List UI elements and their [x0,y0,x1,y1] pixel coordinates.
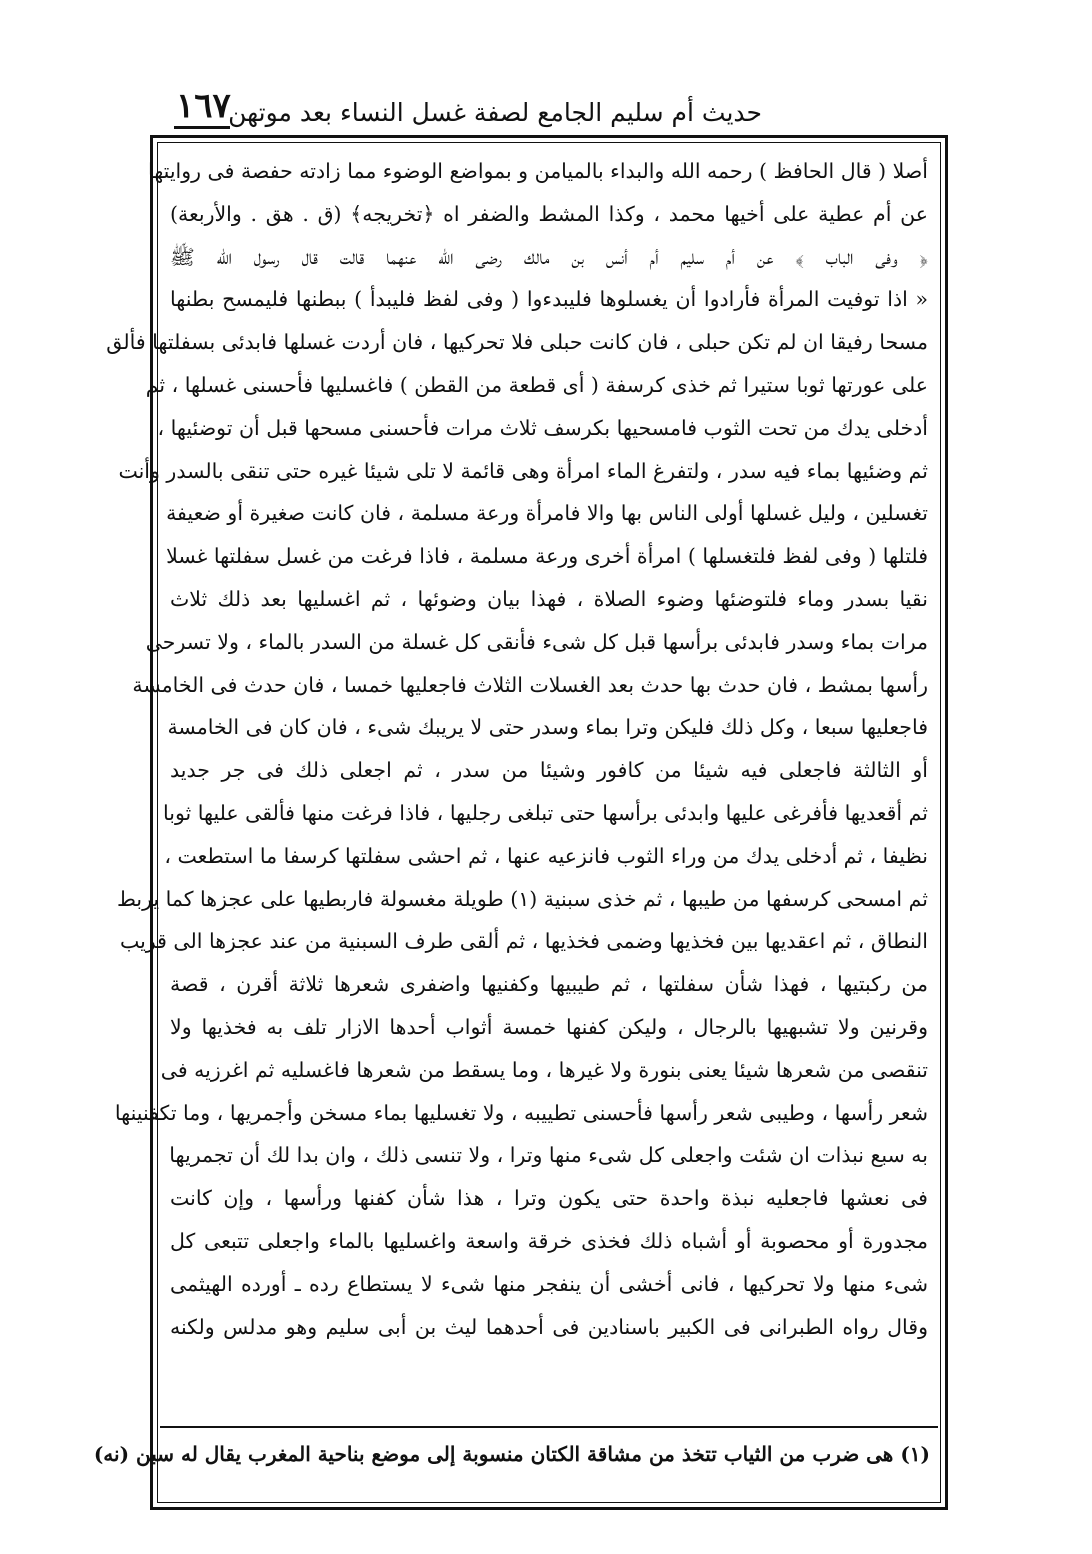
text-line: مجدورة أو محصوبة أو أشباه ذلك فخذى خرقة واسعة واغسليها بالماء واجعلى تتبعى كل [170,1228,928,1253]
text-line: وقال رواه الطبرانى فى الكبير باسنادين فى أحدهما ليث بن أبى سليم وهو مدلس ولكنه [170,1314,928,1339]
text-line: فاجعليها سبعا ، وكل ذلك فليكن وترا بماء وسدر حتى لا يريبك شىء ، فان كان فى الخامسة [167,715,928,740]
text-line: أصلا ( قال الحافظ ) رحمه الله والبداء بالميامن و بمواضع الوضوء مما زادته حفصة فى روايتها [147,159,928,183]
text-line: شىء منها ولا تحركيها ، فانى أخشى أن ينفجر منها شىء لا يستطاع رده ـ أورده الهيثمى [170,1271,928,1296]
text-line: مرات بماء وسدر فابدئى برأسها قبل كل شىء فأنقى كل غسلة من السدر بالماء ، ولا تسرحى [145,629,928,654]
text-line: تنقصى من شعرها شيئا يعنى بنورة ولا غيرها ، وما يسقط من شعرها فاغسليه ثم اغرزيه فى [160,1057,928,1082]
text-line: النطاق ، ثم اعقديها بين فخذيها وضمى فخذيها ، ثم ألقى طرف السبنية من عند عجزها الى قريب [119,929,928,954]
text-line: أدخلى يدك من تحت الثوب فامسحيها بكرسف ثلاث مرات فأحسنى مسحها قبل أن توضئيها ، [157,415,928,440]
text-line: فى نعشها فاجعليه نبذة واحدة حتى يكون وترا ، هذا شأن كفنها ورأسها ، وإن كانت [170,1186,928,1211]
text-line: أو الثالثة فاجعلى فيه شيئا من كافور وشيئا من سدر ، ثم اجعلى ذلك فى جر جديد [170,758,928,783]
text-line: شعر رأسها ، وطيبى شعر رأسها فأحسنى تطييبه ، ولا تغسليها بماء مسخن وأجمريها ، وما تكفنينها [114,1100,928,1125]
text-line: ثم وضئيها بماء فيه سدر ، ولتفرغ الماء امرأة وهى قائمة لا تلى شيئا غيره حتى تنقى بالسدر وأنت [118,458,928,483]
footnote-divider [160,1426,938,1428]
text-line: ثم أقعديها فأفرغى عليها وابدئى برأسها حتى تبلغى رجليها ، فاذا فرغت منها فألقى عليها ثوبا [163,800,928,825]
text-line: نظيفا ، ثم أدخلى يدك من وراء الثوب فانزعيه عنها ، ثم احشى سفلتها كرسفا ما استطعت ، [164,843,928,868]
text-line: به سبع نبذات ان شئت واجعلى كل شىء منها وترا ، ولا تنسى ذلك ، وان بدا لك أن تجمريها [169,1143,928,1168]
text-line: تغسلين ، وليل غسلها أولى الناس بها والا فامرأة ورعة مسلمة ، فان كانت صغيرة أو ضعيفة [166,501,928,526]
text-line: رأسها بمشط ، فان حدث بها حدث بعد الغسلات الثلاث فاجعليها خمسا ، فان حدث فى الخامسة [132,672,928,697]
text-line: ثم امسحى كرسفها من طيبها ، ثم خذى سبنية (١) طويلة مغسولة فاربطيها على عجزها كما يربط [116,886,928,911]
text-line: « اذا توفيت المرأة فأرادوا أن يغسلوها فليبدءوا ( وفى لفظ فليبدأ ) ببطنها فليمسح بطنها [170,287,928,312]
text-line: نقيا بسدر وماء فلتوضئها وضوء الصلاة ، فهذا بيان وضوئها ، ثم اغسليها بعد ذلك ثلاث [170,586,928,611]
text-line: وقرنين ولا تشبهيها بالرجال ، وليكن كفنها خمسة أثواب أحدها الازار تلف به فخذيها ولا [170,1014,928,1039]
text-line: على عورتها ثوبا ستيرا ثم خذى كرسفة ( أى قطعة من القطن ) فاغسليها فأحسنى غسلها ، ثم [145,372,928,397]
text-line: ﴿ وفى الباب ﴾ عن أم سليم أم أنس بن مالك رضى الله عنهما قالت قال رسول الله ﷺ [170,244,928,269]
text-line: فلتلها ( وفى لفظ فلتغسلها ) امرأة أخرى ورعة مسلمة ، فاذا فرغت من غسل سفلتها غسلا [166,544,928,569]
main-text-block [106,150,928,1450]
text-line: من ركبتيها ، فهذا شأن سفلتها ، ثم طيبيها وكفنيها واضفرى شعرها ثلاثة أقرن ، قصة [170,972,928,997]
page-number: ١٦٧ [176,86,231,126]
footnote: (١) هى ضرب من الثياب تتخذ من مشاقة الكتان منسوبة إلى موضع بناحية المغرب يقال له سبن (نه) [93,1442,930,1466]
running-title: حديث أم سليم الجامع لصفة غسل النساء بعد موتهن [228,98,762,127]
text-line: مسحا رفيقا ان لم تكن حبلى ، فان كانت حبلى فلا تحركيها ، فان أردت غسلها فابدئى بسفلتها فألق [106,330,928,355]
text-line: عن أم عطية على أخيها محمد ، وكذا المشط والضفر اه ﴿تخريجه﴾ (ق . هق . والأربعة) [170,201,928,226]
page-number-underline [174,126,230,129]
